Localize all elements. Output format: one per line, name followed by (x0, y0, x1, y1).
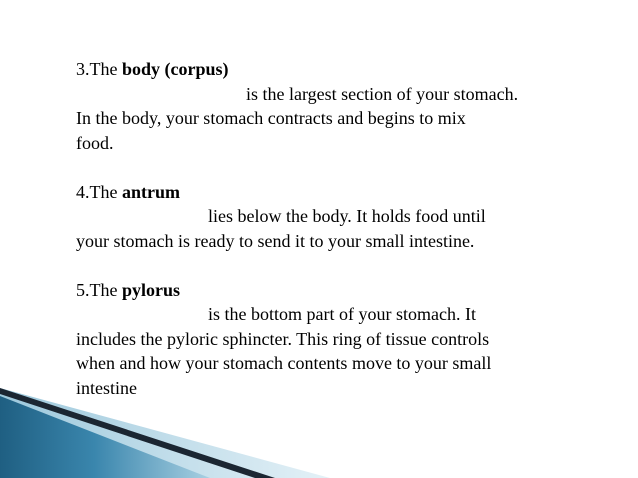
point-text-line: lies below the body. It holds food until (208, 206, 486, 226)
point-text-line: is the largest section of your stomach. (246, 83, 519, 104)
point-prefix: 4.The (76, 181, 122, 202)
decorative-swoosh (0, 388, 638, 478)
point-text-line: intestine (76, 377, 137, 398)
point-prefix: 3.The (76, 59, 122, 79)
point-text-line: when and how your stomach contents move to your small (76, 353, 492, 373)
point-text-line: includes the pyloric sphincter. This ring of tissue controls (76, 328, 490, 349)
point-text-line: is the bottom part of your stomach. It (208, 304, 476, 324)
point-body-corpus (76, 57, 576, 155)
point-term: body (corpus) (121, 59, 229, 79)
point-pylorus (76, 278, 576, 401)
point-term: pylorus (121, 279, 181, 300)
slide-body (76, 57, 576, 425)
point-antrum (76, 180, 576, 254)
point-heading-line (76, 57, 576, 82)
point-term: antrum (121, 181, 180, 202)
point-prefix: 5.The (76, 279, 122, 300)
point-heading-line (76, 180, 576, 205)
point-text-line: your stomach is ready to send it to your small intestine. (76, 230, 475, 251)
point-text-line: food. (76, 132, 114, 153)
point-text-line: In the body, your stomach contracts and begins to mix (76, 108, 466, 128)
point-heading-line (76, 278, 576, 303)
